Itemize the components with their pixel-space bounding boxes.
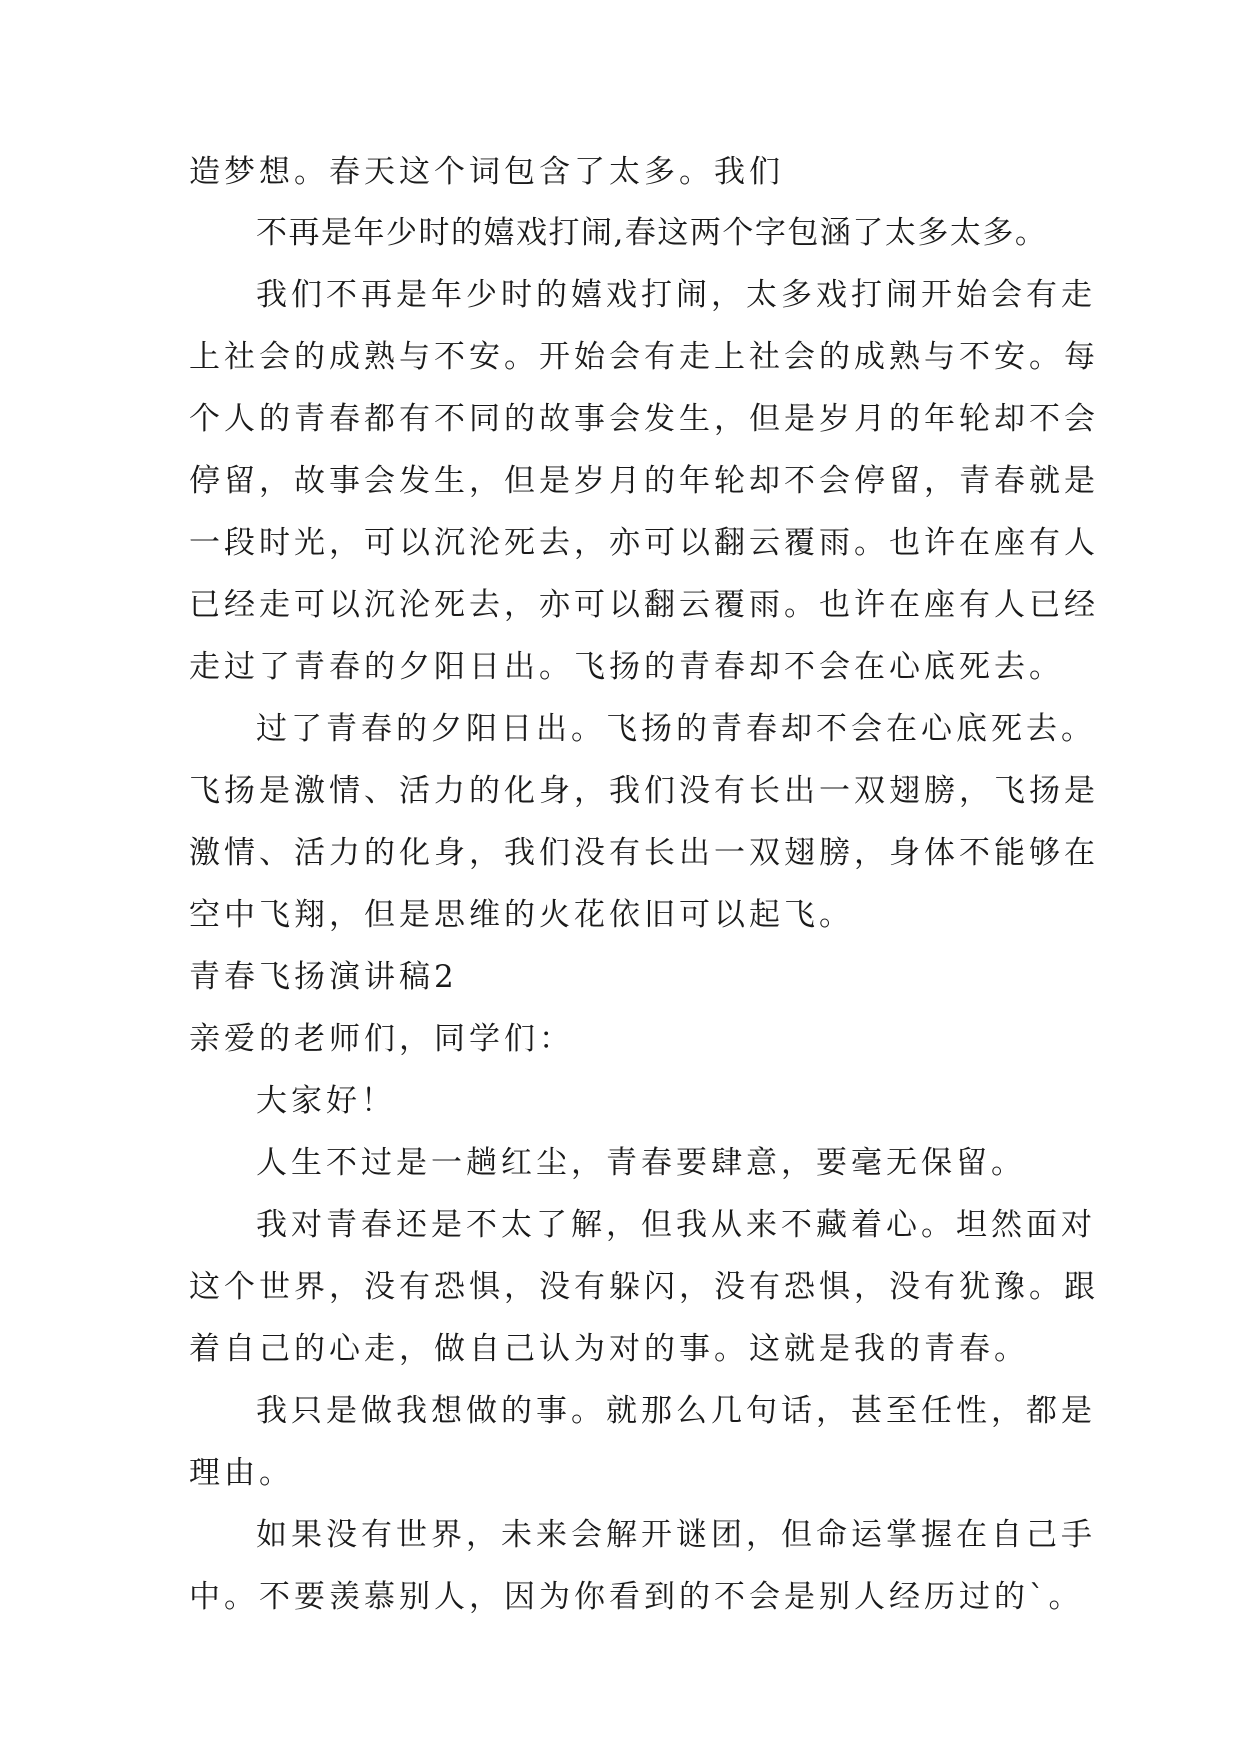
salutation: 亲爱的老师们，同学们：: [189, 1021, 574, 1057]
paragraph-line: 激情、活力的化身，我们没有长出一双翅膀，身体不能够在: [189, 835, 1099, 871]
paragraph-line: 着自己的心走，做自己认为对的事。这就是我的青春。: [189, 1331, 1029, 1367]
paragraph-line: 已经走可以沉沦死去，亦可以翻云覆雨。也许在座有人已经: [189, 587, 1099, 623]
greeting: 大家好！: [256, 1083, 396, 1119]
paragraph-line: 不再是年少时的嬉戏打闹,春这两个字包涵了太多太多。: [256, 215, 1048, 251]
paragraph-line: 造梦想。春天这个词包含了太多。我们: [189, 154, 784, 190]
paragraph-line: 人生不过是一趟红尘，青春要肆意，要毫无保留。: [256, 1145, 1026, 1181]
paragraph-line: 我们不再是年少时的嬉戏打闹，太多戏打闹开始会有走: [256, 277, 1096, 313]
paragraph-line: 一段时光，可以沉沦死去，亦可以翻云覆雨。也许在座有人: [189, 525, 1099, 561]
paragraph-line: 理由。: [189, 1455, 294, 1491]
paragraph-line: 如果没有世界，未来会解开谜团，但命运掌握在自己手: [256, 1517, 1096, 1553]
paragraph-line: 中。不要羡慕别人，因为你看到的不会是别人经历过的`。: [189, 1579, 1084, 1615]
paragraph-line: 停留，故事会发生，但是岁月的年轮却不会停留，青春就是: [189, 463, 1099, 499]
paragraph-line: 上社会的成熟与不安。开始会有走上社会的成熟与不安。每: [189, 339, 1099, 375]
paragraph-line: 走过了青春的夕阳日出。飞扬的青春却不会在心底死去。: [189, 649, 1064, 685]
paragraph-line: 过了青春的夕阳日出。飞扬的青春却不会在心底死去。: [256, 711, 1096, 747]
section-title: 青春飞扬演讲稿2: [189, 959, 458, 995]
paragraph-line: 空中飞翔，但是思维的火花依旧可以起飞。: [189, 897, 854, 933]
paragraph-line: 我对青春还是不太了解，但我从来不藏着心。坦然面对: [256, 1207, 1096, 1243]
paragraph-line: 我只是做我想做的事。就那么几句话，甚至任性，都是: [256, 1393, 1096, 1429]
paragraph-line: 这个世界，没有恐惧，没有躲闪，没有恐惧，没有犹豫。跟: [189, 1269, 1099, 1305]
paragraph-line: 飞扬是激情、活力的化身，我们没有长出一双翅膀，飞扬是: [189, 773, 1099, 809]
paragraph-line: 个人的青春都有不同的故事会发生，但是岁月的年轮却不会: [189, 401, 1099, 437]
